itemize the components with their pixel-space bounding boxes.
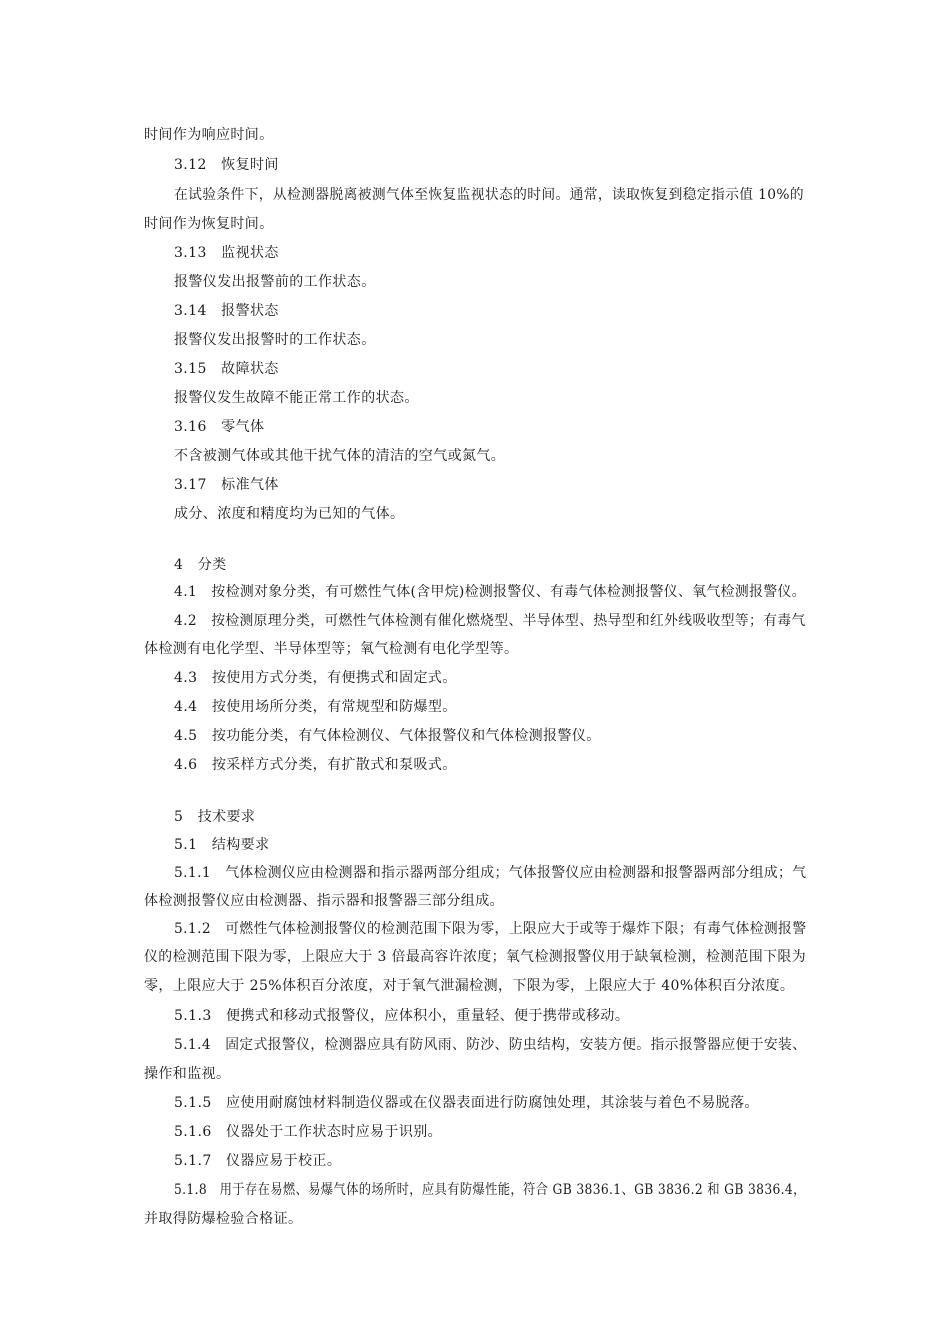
text-line: 时间作为响应时间。 [144, 127, 274, 143]
text-line: 体检测报警仪应由检测器、指示器和报警器三部分组成。 [144, 893, 504, 909]
text-line: 体检测有电化学型、半导体型等；氧气检测有电化学型等。 [144, 641, 519, 657]
text-line: 报警仪发出报警时的工作状态。 [174, 332, 376, 348]
text-line: 操作和监视。 [144, 1066, 231, 1082]
text-line: 5.1.1 气体检测仪应由检测器和指示器两部分组成；气体报警仪应由检测器和报警器两部分组成；气 [174, 865, 807, 881]
text-line: 5 技术要求 [174, 809, 256, 825]
text-line: 5.1.3 便携式和移动式报警仪，应体积小，重量轻、便于携带或移动。 [174, 1008, 630, 1024]
text-line: 3.14 报警状态 [174, 303, 279, 319]
text-line: 4.5 按功能分类，有气体检测仪、气体报警仪和气体检测报警仪。 [174, 728, 601, 744]
text-line: 并取得防爆检验合格证。 [144, 1211, 303, 1227]
text-line: 5.1 结构要求 [174, 837, 270, 853]
text-line: 报警仪发出报警前的工作状态。 [174, 274, 376, 290]
text-line: 在试验条件下，从检测器脱离被测气体至恢复监视状态的时间。通常，读取恢复到稳定指示值 10%的 [174, 187, 804, 203]
text-line: 4.4 按使用场所分类，有常规型和防爆型。 [174, 699, 457, 715]
text-line: 5.1.7 仪器应易于校正。 [174, 1153, 342, 1169]
text-line: 5.1.6 仪器处于工作状态时应易于识别。 [174, 1124, 443, 1140]
text-line: 5.1.8 用于存在易燃、易爆气体的场所时，应具有防爆性能，符合 GB 3836.1、GB 3836.2 和 GB 3836.4， [174, 1182, 806, 1198]
text-line: 3.12 恢复时间 [174, 157, 279, 173]
text-line: 零，上限应大于 25%体积百分浓度，对于氧气泄漏检测，下限为零，上限应大于 40%体积百分浓度。 [144, 978, 795, 994]
text-line: 4.6 按采样方式分类，有扩散式和泵吸式。 [174, 757, 457, 773]
text-line: 仪的检测范围下限为零，上限应大于 3 倍最高容许浓度；氧气检测报警仪用于缺氧检测，检测范围下限为 [144, 949, 807, 965]
text-line: 不含被测气体或其他干扰气体的清洁的空气或氮气。 [174, 448, 506, 464]
text-line: 4 分类 [174, 557, 227, 573]
text-line: 4.3 按使用方式分类，有便携式和固定式。 [174, 670, 457, 686]
text-line: 5.1.4 固定式报警仪，检测器应具有防风雨、防沙、防虫结构，安装方便。指示报警器应便于安装、 [174, 1037, 807, 1053]
text-line: 4.2 按检测原理分类，可燃性气体检测有催化燃烧型、半导体型、热导型和红外线吸收型等；有毒气 [174, 613, 806, 629]
text-line: 5.1.5 应使用耐腐蚀材料制造仪器或在仪器表面进行防腐蚀处理，其涂装与着色不易脱落。 [174, 1095, 759, 1111]
text-line: 3.13 监视状态 [174, 245, 279, 261]
text-line: 成分、浓度和精度均为已知的气体。 [174, 506, 405, 522]
text-line: 3.15 故障状态 [174, 361, 279, 377]
text-line: 报警仪发生故障不能正常工作的状态。 [174, 390, 419, 406]
text-line: 4.1 按检测对象分类，有可燃性气体(含甲烷)检测报警仪、有毒气体检测报警仪、氧气检测报警仪。 [174, 584, 806, 600]
text-line: 5.1.2 可燃性气体检测报警仪的检测范围下限为零，上限应大于或等于爆炸下限；有毒气体检测报警 [174, 921, 807, 937]
text-line: 3.17 标准气体 [174, 477, 279, 493]
text-line: 3.16 零气体 [174, 419, 265, 435]
text-line: 时间作为恢复时间。 [144, 216, 274, 232]
